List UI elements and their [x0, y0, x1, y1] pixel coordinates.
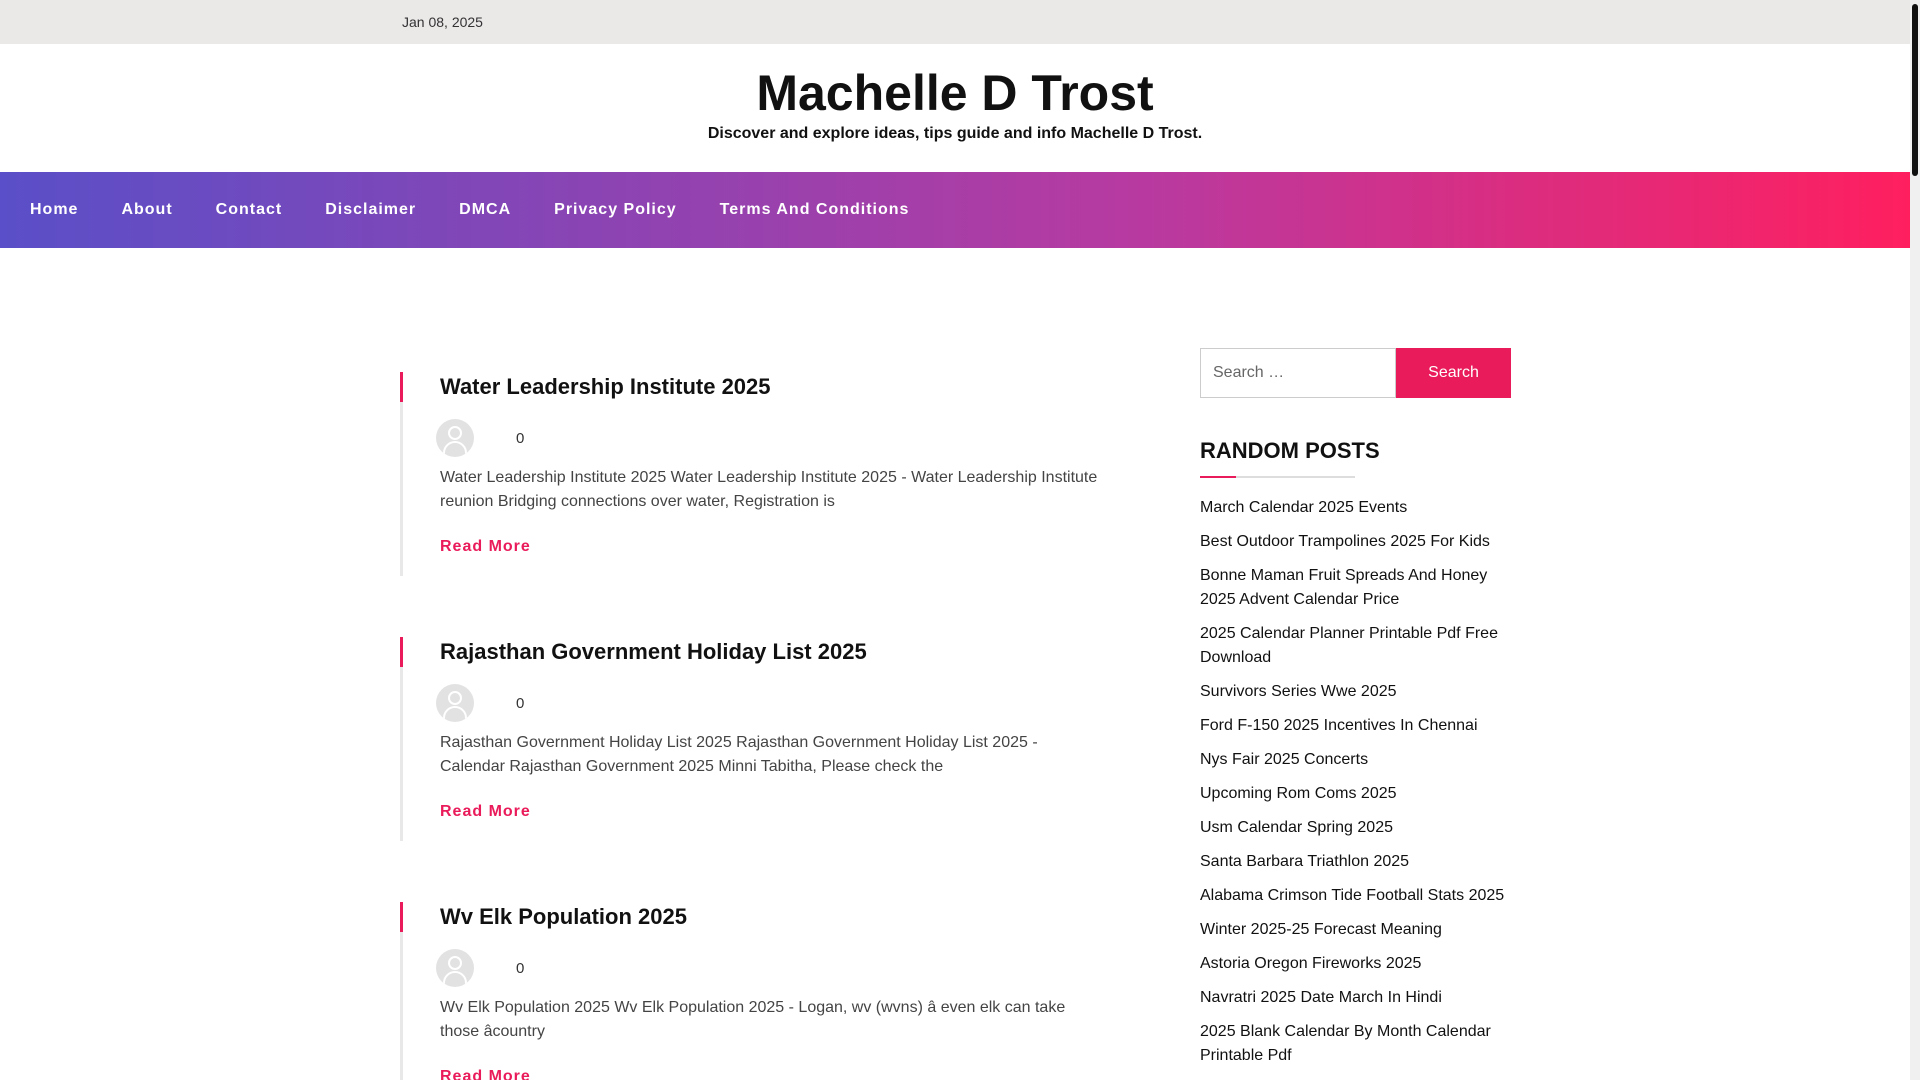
random-post-link[interactable]: Nys Fair 2025 Concerts — [1200, 751, 1369, 768]
page-scrollbar[interactable] — [1910, 0, 1920, 1080]
current-date: Jan 08, 2025 — [402, 14, 483, 30]
site-header — [0, 44, 1910, 172]
nav-item-about[interactable]: About — [121, 201, 173, 218]
random-post-link[interactable]: Astoria Oregon Fireworks 2025 — [1200, 955, 1422, 972]
post-excerpt: Rajasthan Government Holiday List 2025 Rajasthan Government Holiday List 2025 - Calendar Rajasthan Government 2025 Minni Tabitha, Please check the — [440, 734, 1038, 775]
nav-item-terms[interactable]: Terms And Conditions — [719, 201, 910, 218]
post-title[interactable]: Wv Elk Population 2025 — [440, 904, 687, 929]
scrollbar-thumb[interactable] — [1912, 4, 1918, 176]
random-post-link[interactable]: Upcoming Rom Coms 2025 — [1200, 785, 1397, 802]
post-list — [400, 372, 1100, 1080]
post-card — [400, 902, 1100, 1080]
nav-item-contact[interactable]: Contact — [215, 201, 283, 218]
post-title[interactable]: Water Leadership Institute 2025 — [440, 374, 771, 399]
random-post-link[interactable]: Winter 2025-25 Forecast Meaning — [1200, 921, 1442, 938]
post-meta — [436, 950, 1100, 986]
author-avatar-icon[interactable] — [436, 419, 474, 457]
main-navigation — [0, 172, 1910, 248]
nav-item-dmca[interactable]: DMCA — [459, 201, 512, 218]
comment-count[interactable]: 0 — [516, 429, 525, 447]
read-more-link[interactable]: Read More — [440, 1068, 531, 1080]
random-post-link[interactable]: Santa Barbara Triathlon 2025 — [1200, 853, 1410, 870]
nav-item-privacy-policy[interactable]: Privacy Policy — [554, 201, 677, 218]
nav-item-disclaimer[interactable]: Disclaimer — [325, 201, 417, 218]
random-posts-list — [1200, 496, 1511, 1068]
random-post-link[interactable]: 2025 Blank Calendar By Month Calendar Printable Pdf — [1200, 1023, 1491, 1064]
post-title[interactable]: Rajasthan Government Holiday List 2025 — [440, 639, 867, 664]
heading-underline — [1200, 476, 1355, 478]
read-more-link[interactable]: Read More — [440, 538, 531, 555]
author-avatar-icon[interactable] — [436, 949, 474, 987]
read-more-link[interactable]: Read More — [440, 803, 531, 820]
random-post-link[interactable]: Ford F-150 2025 Incentives In Chennai — [1200, 717, 1478, 734]
random-post-link[interactable]: March Calendar 2025 Events — [1200, 499, 1408, 516]
random-posts-heading: RANDOM POSTS — [1200, 438, 1380, 463]
comment-count[interactable]: 0 — [516, 694, 525, 712]
author-avatar-icon[interactable] — [436, 684, 474, 722]
search-input[interactable] — [1200, 348, 1396, 398]
post-meta — [436, 420, 1100, 456]
search-button[interactable]: Search — [1396, 348, 1511, 398]
random-post-link[interactable]: Navratri 2025 Date March In Hindi — [1200, 989, 1442, 1006]
search-form — [1200, 348, 1511, 398]
random-post-link[interactable]: Alabama Crimson Tide Football Stats 2025 — [1200, 887, 1505, 904]
site-title[interactable]: Machelle D Trost — [756, 65, 1154, 121]
post-meta — [436, 685, 1100, 721]
post-card — [400, 637, 1100, 841]
post-accent-bar — [400, 902, 403, 932]
post-card — [400, 372, 1100, 576]
post-excerpt: Water Leadership Institute 2025 Water Leadership Institute 2025 - Water Leadership Institute reunion Bridging connections over water, Registration is — [440, 469, 1098, 510]
random-post-link[interactable]: Bonne Maman Fruit Spreads And Honey 2025 Advent Calendar Price — [1200, 567, 1488, 608]
sidebar — [1200, 348, 1511, 1078]
random-post-link[interactable]: Best Outdoor Trampolines 2025 For Kids — [1200, 533, 1490, 550]
nav-item-home[interactable]: Home — [30, 201, 79, 218]
site-tagline: Discover and explore ideas, tips guide and info Machelle D Trost. — [707, 125, 1203, 142]
random-post-link[interactable]: Usm Calendar Spring 2025 — [1200, 819, 1393, 836]
post-excerpt: Wv Elk Population 2025 Wv Elk Population 2025 - Logan, wv (wvns) â even elk can take those âcountry — [440, 999, 1066, 1040]
random-post-link[interactable]: Survivors Series Wwe 2025 — [1200, 683, 1397, 700]
post-accent-bar — [400, 637, 403, 667]
top-bar — [0, 0, 1910, 44]
post-accent-bar — [400, 372, 403, 402]
comment-count[interactable]: 0 — [516, 959, 525, 977]
random-post-link[interactable]: 2025 Calendar Planner Printable Pdf Free Download — [1200, 625, 1498, 666]
